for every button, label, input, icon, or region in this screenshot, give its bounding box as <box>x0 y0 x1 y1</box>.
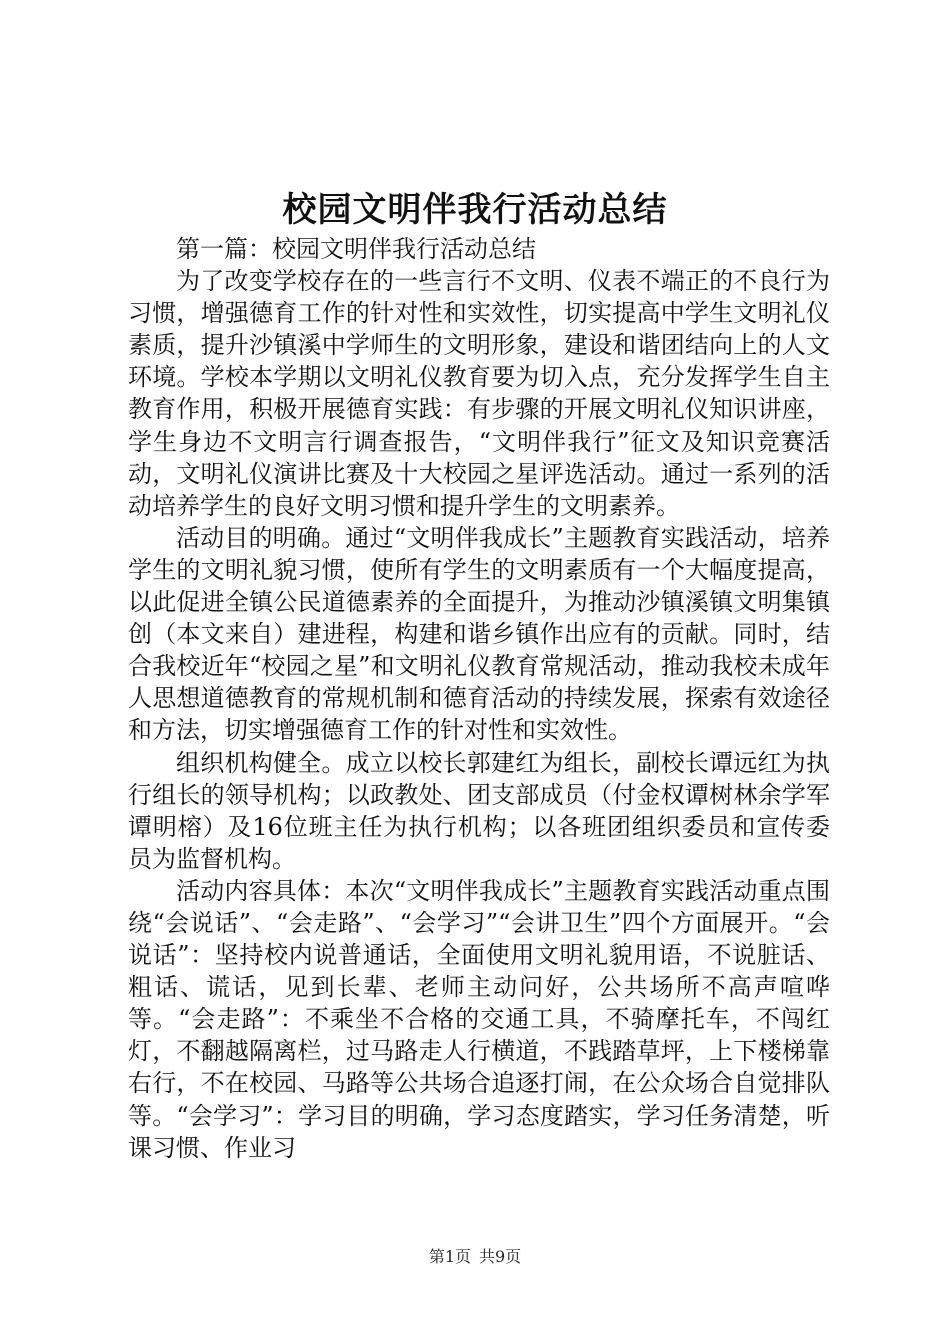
paragraph-organization: 组织机构健全。成立以校长郭建红为组长，副校长谭远红为执行组长的领导机构；以政教处、团支部成员（付金权谭树林余学军谭明榕）及16位班主任为执行机构；以各班团组织委员和宣传委员为监督机构。 <box>128 748 830 873</box>
document-body <box>128 233 830 1164</box>
section-heading: 第一篇：校园文明伴我行活动总结 <box>176 235 536 263</box>
paragraph-content: 活动内容具体：本次“文明伴我成长”主题教育实践活动重点围绕“会说话”、“会走路”、“会学习”“会讲卫生”四个方面展开。“会说话”：坚持校内说普通话，全面使用文明礼貌用语，不说脏话、粗话、谎话，见到长辈、老师主动问好，公共场所不高声喧哗等。“会走路”：不乘坐不合格的交通工具，不骑摩托车，不闯红灯，不翻越隔离栏，过马路走人行横道，不践踏草坪，上下楼梯靠右行，不在校园、马路等公共场合追逐打闹，在公众场合自觉排队等。“会学习”：学习目的明确，学习态度踏实，学习任务清楚，听课习惯、作业习 <box>128 876 830 1162</box>
document-title: 校园文明伴我行活动总结 <box>282 190 668 230</box>
page-total: 共9页 <box>479 1247 522 1266</box>
paragraph-intro: 为了改变学校存在的一些言行不文明、仪表不端正的不良行为习惯，增强德育工作的针对性和实效性，切实提高中学生文明礼仪素质，提升沙镇溪中学师生的文明形象，建设和谐团结向上的人文环境。学校本学期以文明礼仪教育要为切入点，充分发挥学生自主教育作用，积极开展德育实践：有步骤的开展文明礼仪知识讲座，学生身边不文明言行调查报告，“文明伴我行”征文及知识竞赛活动，文明礼仪演讲比赛及十大校园之星评选活动。通过一系列的活动培养学生的良好文明习惯和提升学生的文明素养。 <box>128 267 830 520</box>
paragraph-purpose: 活动目的明确。通过“文明伴我成长”主题教育实践活动，培养学生的文明礼貌习惯，使所有学生的文明素质有一个大幅度提高，以此促进全镇公民道德素养的全面提升，为推动沙镇溪镇文明集镇创（本文来自）建进程，构建和谐乡镇作出应有的贡献。同时，结合我校近年“校园之星”和文明礼仪教育常规活动，推动我校未成年人思想道德教育的常规机制和德育活动的持续发展，探索有效途径和方法，切实增强德育工作的针对性和实效性。 <box>128 523 830 745</box>
page-footer <box>0 1245 950 1269</box>
page-number: 第1页 <box>428 1247 471 1266</box>
